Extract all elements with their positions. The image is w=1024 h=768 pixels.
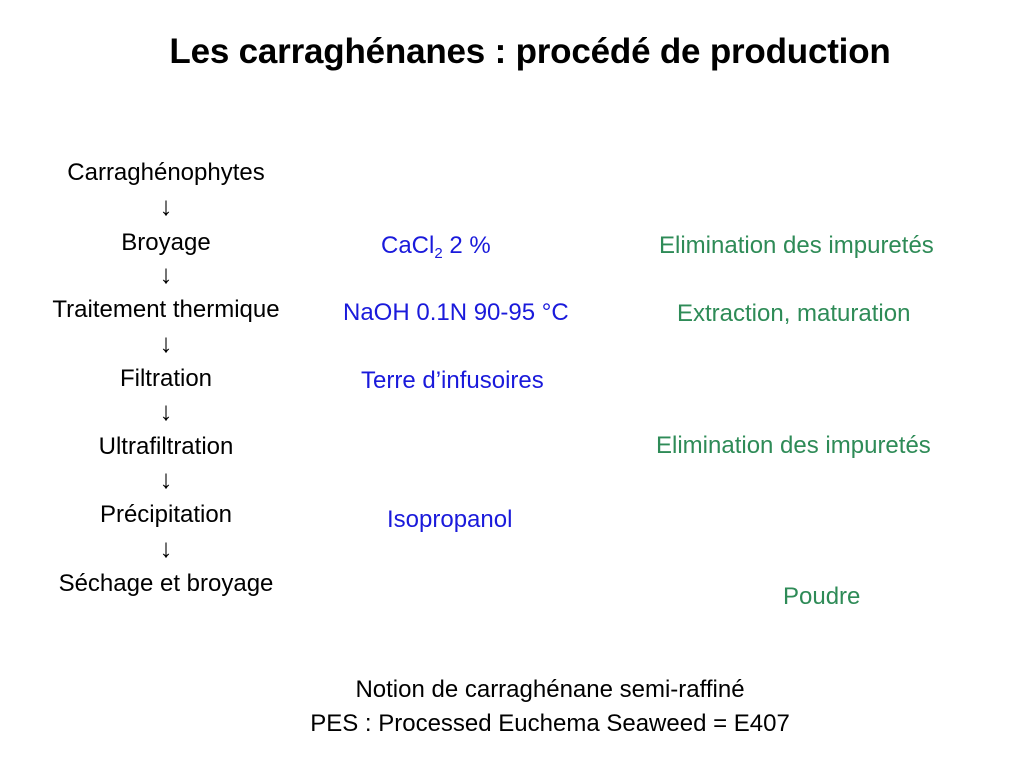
reagent-cacl2 <box>381 232 491 262</box>
reagent-cacl2-base: CaCl <box>381 232 435 259</box>
reagent-terre-infusoires: Terre d’infusoires <box>361 367 544 394</box>
reagent-isopropanol: Isopropanol <box>387 506 513 533</box>
step-broyage: Broyage <box>121 229 211 256</box>
step-traitement-thermique: Traitement thermique <box>52 296 280 323</box>
reagent-naoh: NaOH 0.1N 90-95 °C <box>343 299 569 326</box>
purpose-elimination-impuretes-2: Elimination des impuretés <box>656 432 931 459</box>
down-arrow-icon: ↓ <box>159 396 173 426</box>
reagent-cacl2-subscript: 2 <box>434 245 443 262</box>
purpose-poudre: Poudre <box>783 583 861 610</box>
step-carraghenophytes: Carraghénophytes <box>67 159 265 186</box>
step-ultrafiltration: Ultrafiltration <box>98 433 234 460</box>
note-pes-e407: PES : Processed Euchema Seaweed = E407 <box>310 710 790 737</box>
purpose-elimination-impuretes: Elimination des impuretés <box>659 232 934 259</box>
slide-title: Les carraghénanes : procédé de production <box>169 32 891 71</box>
down-arrow-icon: ↓ <box>159 533 173 563</box>
down-arrow-icon: ↓ <box>159 191 173 221</box>
step-sechage-broyage: Séchage et broyage <box>58 570 274 597</box>
purpose-extraction-maturation: Extraction, maturation <box>677 300 911 327</box>
note-semi-raffine: Notion de carraghénane semi-raffiné <box>355 676 745 703</box>
step-filtration: Filtration <box>119 365 213 392</box>
reagent-cacl2-rest: 2 % <box>442 232 491 259</box>
down-arrow-icon: ↓ <box>159 464 173 494</box>
step-precipitation: Précipitation <box>99 501 233 528</box>
down-arrow-icon: ↓ <box>159 328 173 358</box>
down-arrow-icon: ↓ <box>159 259 173 289</box>
